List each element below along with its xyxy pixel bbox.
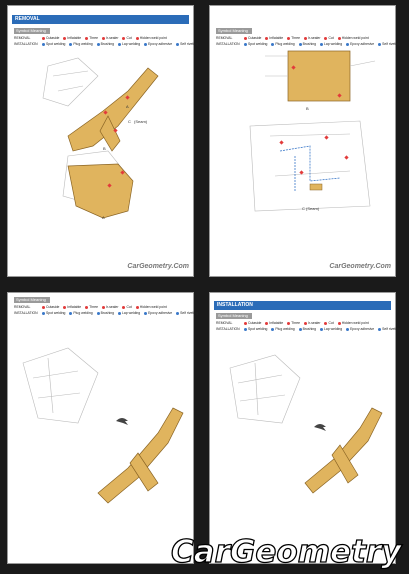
manual-page-new-part <box>7 292 198 564</box>
callout-a: A <box>126 104 129 109</box>
legend-row-installation: INSTALLATION Spot welding Plug welding Brushing Lap welding Epoxy adhesive Self riveting <box>216 42 400 46</box>
callout-a-detail: A <box>102 215 105 220</box>
legend-row-installation: INSTALLATION Spot welding Plug welding Brushing Lap welding Epoxy adhesive Self riveting <box>14 311 198 315</box>
page-watermark: CarGeometry.Com <box>329 263 391 270</box>
symbol-meaning-tag: Symbol Meaning <box>216 313 252 319</box>
legend-row-removal: REMOVAL Cutaside Inflatable Three Ir-sealer Cut Hidden weld point <box>14 305 167 309</box>
body-panel-removal-diagram <box>8 6 195 278</box>
installation-diagram <box>210 293 397 565</box>
legend-row-removal: REMOVAL Cutaside Inflatable Three Ir-sealer Cut Hidden weld point <box>216 36 369 40</box>
callout-c-seam: C (Seam) <box>302 206 320 211</box>
manual-page-removal-detail <box>209 5 400 277</box>
symbol-meaning-tag: Symbol Meaning <box>14 297 50 303</box>
callout-seam: (Seam) <box>134 119 148 124</box>
legend-row-installation: INSTALLATION Spot welding Plug welding Brushing Lap welding Epoxy adhesive Self riveting <box>14 42 198 46</box>
callout-c: C <box>128 119 131 124</box>
callout-b: B <box>103 146 106 151</box>
new-part-diagram <box>8 293 195 565</box>
symbol-meaning-tag: Symbol Meaning <box>216 28 252 34</box>
legend-row-removal: REMOVAL Cutaside Inflatable Three Ir-sealer Cut Hidden weld point <box>216 321 369 325</box>
manual-page-installation <box>209 292 400 564</box>
manual-page-removal <box>7 5 198 277</box>
brand-watermark: CarGeometry <box>171 534 402 570</box>
callout-b: B <box>306 106 309 111</box>
symbol-meaning-tag: Symbol Meaning <box>14 28 50 34</box>
section-title-bar: REMOVAL <box>12 15 189 24</box>
legend-row-installation: INSTALLATION Spot welding Plug welding Brushing Lap welding Epoxy adhesive Self riveting <box>216 327 400 331</box>
body-panel-detail-diagram <box>210 6 397 278</box>
legend-row-removal: REMOVAL Cutaside Inflatable Three Ir-sealer Cut Hidden weld point <box>14 36 167 40</box>
page-watermark: CarGeometry.Com <box>127 263 189 270</box>
section-title-bar: INSTALLATION <box>214 301 391 310</box>
